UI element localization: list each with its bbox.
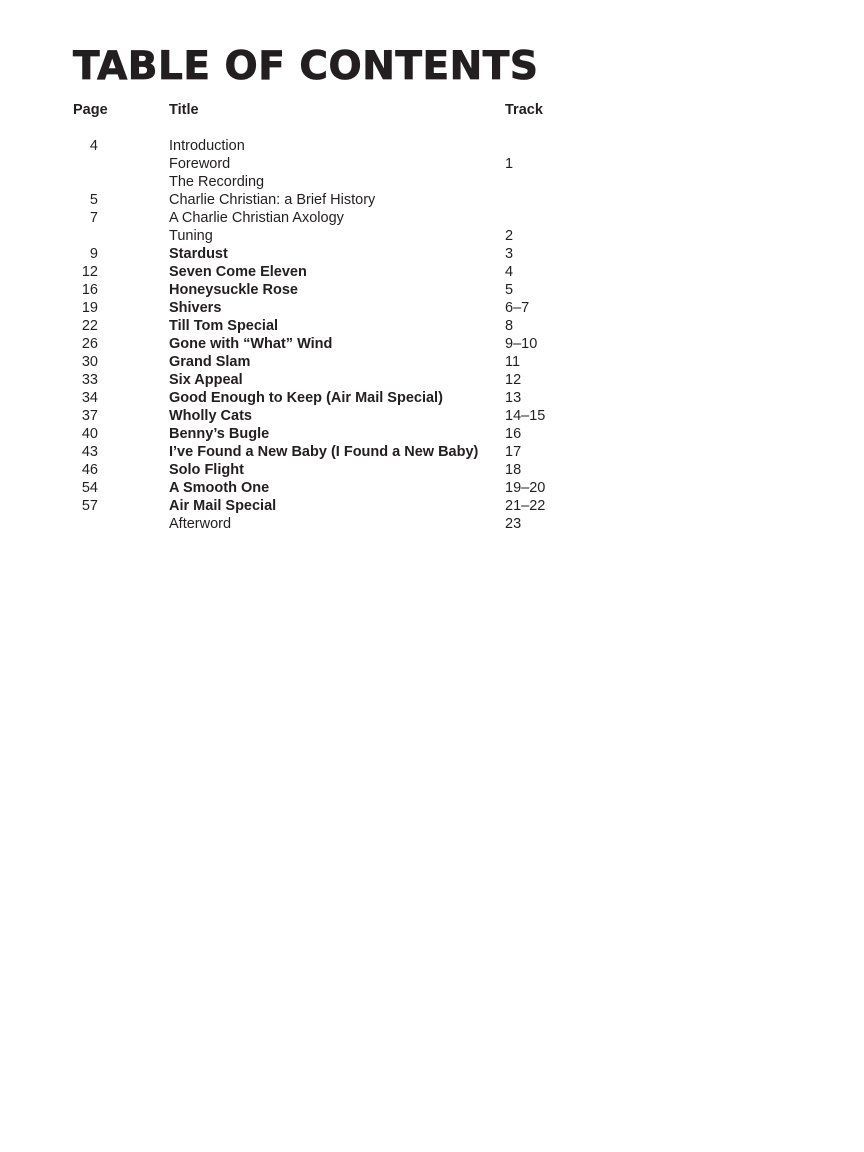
toc-entry-title: Seven Come Eleven (169, 264, 307, 280)
toc-entry-track: 21–22 (505, 498, 546, 514)
toc-entry-track: 14–15 (505, 408, 546, 424)
toc-entry (0, 461, 864, 479)
toc-entry (0, 407, 864, 425)
toc-entry (0, 443, 864, 461)
toc-entry (0, 137, 864, 155)
toc-entry-title: Tuning (169, 228, 213, 244)
toc-entry-track: 13 (505, 390, 522, 406)
toc-entry (0, 227, 864, 245)
toc-entry (0, 245, 864, 263)
toc-entry-page: 5 (89, 192, 98, 208)
toc-entry-title: Stardust (169, 246, 228, 262)
toc-entry (0, 173, 864, 191)
toc-entry-page: 19 (81, 300, 98, 316)
toc-entry-title: Solo Flight (169, 462, 244, 478)
toc-entry-page: 30 (81, 354, 98, 370)
toc-entry (0, 263, 864, 281)
toc-entry-page: 57 (81, 498, 98, 514)
toc-entry-title: The Recording (169, 174, 265, 190)
toc-entry-track: 9–10 (505, 336, 538, 352)
toc-entry (0, 317, 864, 335)
toc-entry (0, 353, 864, 371)
toc-entry-track: 4 (505, 264, 514, 280)
toc-entry-page: 22 (81, 318, 98, 334)
toc-entry (0, 209, 864, 227)
toc-entry (0, 335, 864, 353)
toc-entry-page: 26 (81, 336, 98, 352)
toc-entry-track: 8 (505, 318, 514, 334)
toc-entry-title: Charlie Christian: a Brief History (169, 192, 376, 208)
toc-entry-title: Foreword (169, 156, 231, 172)
toc-entry-page: 46 (81, 462, 98, 478)
toc-entry-track: 19–20 (505, 480, 546, 496)
toc-entry (0, 425, 864, 443)
toc-entry-page: 43 (81, 444, 98, 460)
toc-entry (0, 389, 864, 407)
toc-entry-title: I’ve Found a New Baby (I Found a New Baby) (169, 444, 479, 460)
toc-entry-title: Afterword (169, 516, 232, 532)
toc-entry-title: Wholly Cats (169, 408, 252, 424)
toc-entry-title: Good Enough to Keep (Air Mail Special) (169, 390, 443, 406)
toc-entry-title: A Smooth One (169, 480, 270, 496)
toc-entry-title: Till Tom Special (169, 318, 279, 334)
toc-entry-track: 1 (505, 156, 514, 172)
toc-entry-title: Shivers (169, 300, 222, 316)
toc-entry-track: 2 (505, 228, 514, 244)
column-header-track: Track (505, 102, 543, 118)
toc-entry-page: 12 (81, 264, 98, 280)
toc-entry-track: 11 (505, 354, 521, 370)
toc-entry-page: 4 (89, 138, 98, 154)
toc-entry-title: Introduction (169, 138, 245, 154)
toc-entry (0, 155, 864, 173)
toc-entry-track: 6–7 (505, 300, 530, 316)
toc-entry-title: Honeysuckle Rose (169, 282, 298, 298)
toc-entry-title: Grand Slam (169, 354, 251, 370)
table-of-contents-list (0, 137, 864, 533)
toc-entry-track: 18 (505, 462, 522, 478)
toc-entry-track: 16 (505, 426, 522, 442)
toc-entry (0, 497, 864, 515)
toc-entry-title: Air Mail Special (169, 498, 277, 514)
column-header-title: Title (169, 102, 199, 118)
toc-entry-title: A Charlie Christian Axology (169, 210, 344, 226)
toc-entry-title: Gone with “What” Wind (169, 336, 333, 352)
toc-entry (0, 371, 864, 389)
toc-entry-track: 3 (505, 246, 514, 262)
toc-entry-title: Six Appeal (169, 372, 243, 388)
toc-entry-page: 37 (81, 408, 98, 424)
toc-entry-page: 54 (81, 480, 98, 496)
toc-entry (0, 191, 864, 209)
toc-entry-track: 17 (505, 444, 522, 460)
column-header-page: Page (73, 102, 108, 118)
toc-entry-page: 40 (81, 426, 98, 442)
toc-entry-track: 12 (505, 372, 522, 388)
toc-entry-page: 7 (89, 210, 98, 226)
toc-entry (0, 281, 864, 299)
toc-entry-track: 23 (505, 516, 522, 532)
toc-entry-page: 34 (81, 390, 98, 406)
toc-entry (0, 299, 864, 317)
toc-entry-title: Benny’s Bugle (169, 426, 270, 442)
toc-entry-page: 33 (81, 372, 98, 388)
toc-entry (0, 479, 864, 497)
toc-entry-track: 5 (505, 282, 514, 298)
toc-entry-page: 16 (81, 282, 98, 298)
toc-entry-page: 9 (89, 246, 98, 262)
page-title: TABLE OF CONTENTS (73, 44, 539, 89)
toc-entry (0, 515, 864, 533)
